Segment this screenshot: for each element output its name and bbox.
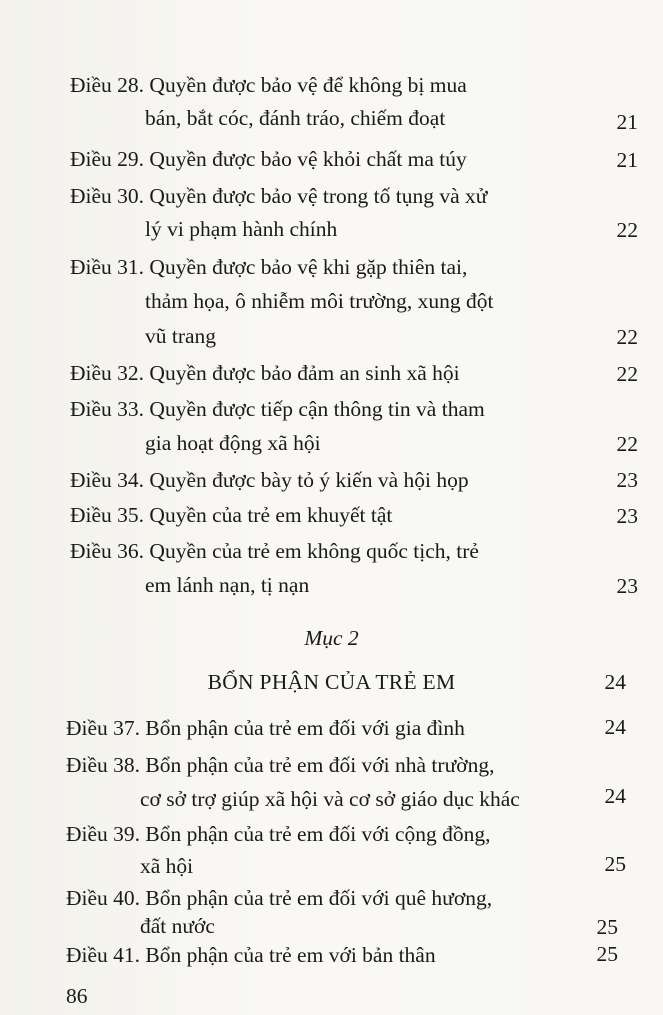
toc-entry-36-line-2: em lánh nạn, tị nạn [145, 573, 310, 597]
toc-entry-35-page: 23 [616, 504, 638, 528]
toc-entry-39-page: 25 [604, 852, 626, 876]
toc-entry-31-line-3: vũ trang [145, 324, 217, 348]
toc-entry-29-page: 21 [616, 148, 638, 172]
toc-entry-28-page: 21 [616, 110, 638, 134]
toc-entry-31-line-2: thảm họa, ô nhiễm môi trường, xung đột [145, 289, 494, 313]
toc-entry-29-line-1: Điều 29. Quyền được bảo vệ khỏi chất ma túy [70, 147, 467, 171]
page-number: 86 [66, 984, 88, 1008]
toc-entry-39-line-2: xã hội [140, 854, 194, 878]
toc-entry-41-line-1: Điều 41. Bổn phận của trẻ em với bản thân [66, 943, 436, 967]
toc-entry-33-page: 22 [616, 432, 638, 456]
section-title: BỔN PHẬN CỦA TRẺ EM [207, 670, 456, 694]
toc-entry-37-page: 24 [604, 715, 626, 739]
section-label: Mục 2 [304, 626, 359, 650]
toc-entry-34-line-1: Điều 34. Quyền được bày tỏ ý kiến và hội họp [70, 468, 469, 492]
toc-entry-40-line-2: đất nước [140, 914, 215, 938]
toc-entry-37-line-1: Điều 37. Bổn phận của trẻ em đối với gia đình [66, 716, 465, 740]
toc-entry-33-line-1: Điều 33. Quyền được tiếp cận thông tin và tham [70, 397, 485, 421]
toc-entry-39-line-1: Điều 39. Bổn phận của trẻ em đối với cộng đồng, [66, 822, 491, 846]
toc-entry-38-line-1: Điều 38. Bổn phận của trẻ em đối với nhà trường, [66, 753, 495, 777]
toc-entry-32-line-1: Điều 32. Quyền được bảo đảm an sinh xã hội [70, 361, 460, 385]
toc-entry-32-page: 22 [616, 362, 638, 386]
toc-entry-38-page: 24 [604, 784, 626, 808]
toc-entry-33-line-2: gia hoạt động xã hội [145, 431, 321, 455]
toc-entry-38-line-2: cơ sở trợ giúp xã hội và cơ sở giáo dục khác [140, 787, 520, 811]
toc-entry-28-line-1: Điều 28. Quyền được bảo vệ để không bị mua [70, 73, 467, 97]
toc-entry-36-page: 23 [616, 574, 638, 598]
toc-entry-40-line-1: Điều 40. Bổn phận của trẻ em đối với quê hương, [66, 886, 493, 910]
toc-entry-36-line-1: Điều 36. Quyền của trẻ em không quốc tịch, trẻ [70, 539, 479, 563]
section-title-page: 24 [604, 670, 626, 694]
toc-entry-35-line-1: Điều 35. Quyền của trẻ em khuyết tật [70, 503, 393, 527]
toc-entry-30-page: 22 [616, 218, 638, 242]
toc-entry-30-line-1: Điều 30. Quyền được bảo vệ trong tố tụng và xử [70, 184, 488, 208]
toc-entry-41-page: 25 [596, 942, 618, 966]
toc-entry-31-page: 22 [616, 325, 638, 349]
toc-entry-30-line-2: lý vi phạm hành chính [145, 217, 338, 241]
toc-entry-31-line-1: Điều 31. Quyền được bảo vệ khi gặp thiên tai, [70, 255, 468, 279]
toc-entry-34-page: 23 [616, 468, 638, 492]
toc-entry-40-page: 25 [596, 915, 618, 939]
toc-entry-28-line-2: bán, bắt cóc, đánh tráo, chiếm đoạt [145, 106, 446, 130]
